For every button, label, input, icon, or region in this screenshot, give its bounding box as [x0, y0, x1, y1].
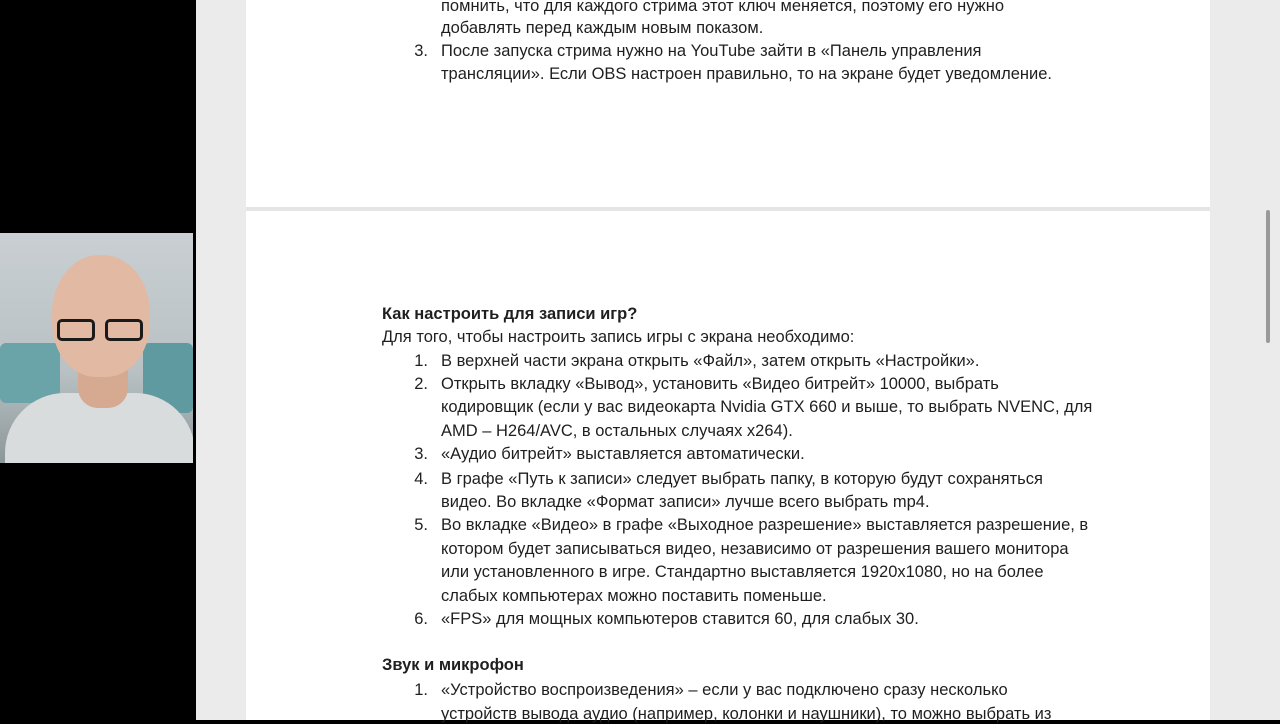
list-item-number: 5.	[414, 516, 428, 534]
list-item-line: В графе «Путь к записи» следует выбрать папку, в которую будут сохраняться	[441, 470, 1043, 488]
document-page-previous	[246, 0, 1210, 207]
webcam-person-glasses	[55, 319, 151, 343]
list-item-line: «Устройство воспроизведения» – если у вас подключено сразу несколько	[441, 681, 1008, 699]
list-item-number: 2.	[414, 375, 428, 393]
prev-item-number: 3.	[414, 42, 428, 60]
prev-line-2: добавлять перед каждым новым показом.	[441, 19, 764, 37]
list-item-line: Во вкладке «Видео» в графе «Выходное разрешение» выставляется разрешение, в	[441, 516, 1089, 534]
webcam-overlay	[0, 233, 193, 463]
prev-line-3: После запуска стрима нужно на YouTube зайти в «Панель управления	[441, 42, 982, 60]
webcam-person-head	[52, 255, 150, 377]
list-item-number: 6.	[414, 610, 428, 628]
list-item-line: устройств вывода аудио (например, колонки и наушники), то можно выбрать из	[441, 705, 1052, 723]
list-item-line: видео. Во вкладке «Формат записи» лучше всего выбрать mp4.	[441, 493, 930, 511]
list-item-line: или установленного в игре. Стандартно выставляется 1920x1080, но на более	[441, 563, 1044, 581]
section-intro-recording: Для того, чтобы настроить запись игры с экрана необходимо:	[382, 328, 855, 346]
list-item-line: кодировщик (если у вас видеокарта Nvidia GTX 660 и выше, то выбрать NVENC, для	[441, 398, 1093, 416]
list-item-number: 3.	[414, 445, 428, 463]
prev-line-1: помнить, что для каждого стрима этот ключ меняется, поэтому его нужно	[441, 0, 1005, 15]
list-item-line: Открыть вкладку «Вывод», установить «Видео битрейт» 10000, выбрать	[441, 375, 999, 393]
list-item-number: 1.	[414, 352, 428, 370]
list-item-line: «Аудио битрейт» выставляется автоматически.	[441, 445, 805, 463]
list-item-number: 4.	[414, 470, 428, 488]
document-page-current	[246, 211, 1210, 723]
list-item-line: слабых компьютерах можно поставить поменьше.	[441, 587, 827, 605]
list-item-line: AMD – H264/AVC, в остальных случаях x264).	[441, 422, 793, 440]
list-item-line: В верхней части экрана открыть «Файл», затем открыть «Настройки».	[441, 352, 980, 370]
list-item-line: «FPS» для мощных компьютеров ставится 60, для слабых 30.	[441, 610, 919, 628]
list-item-number: 1.	[414, 681, 428, 699]
list-item-line: котором будет записываться видео, независимо от разрешения вашего монитора	[441, 540, 1069, 558]
vertical-scrollbar-thumb[interactable]	[1266, 210, 1270, 343]
section-title-sound: Звук и микрофон	[382, 656, 524, 674]
prev-line-4: трансляции». Если OBS настроен правильно, то на экране будет уведомление.	[441, 65, 1053, 83]
section-title-recording: Как настроить для записи игр?	[382, 305, 638, 323]
